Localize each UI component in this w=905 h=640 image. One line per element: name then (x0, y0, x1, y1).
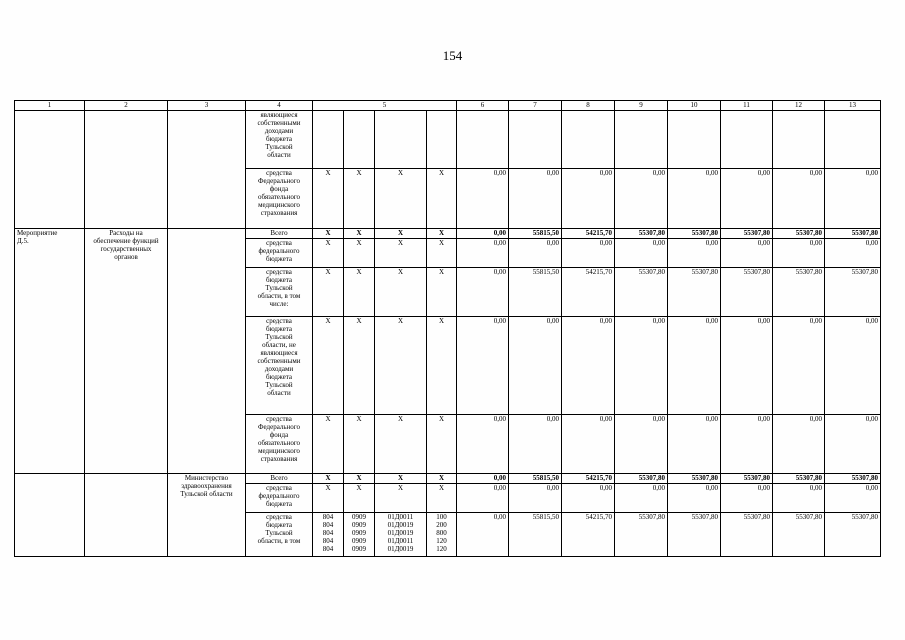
code-cell: 804 804 804 804 804 (313, 513, 344, 557)
funding-source-cell: средства федерального бюджета (246, 239, 313, 268)
header-col-2: 2 (85, 101, 168, 111)
header-col-8: 8 (562, 101, 615, 111)
table-row (15, 474, 881, 484)
code-cell: X (313, 229, 344, 239)
value-cell: 55815,50 (509, 229, 562, 239)
header-col-1: 1 (15, 101, 85, 111)
code-cell: X (375, 229, 427, 239)
value-cell: 55307,80 (668, 268, 721, 317)
executor-cell (168, 229, 246, 474)
value-cell: 54215,70 (562, 229, 615, 239)
code-cell (344, 111, 375, 169)
value-cell: 0,00 (773, 317, 825, 415)
funding-source-cell: средства бюджета Тульской области, в том числе: (246, 268, 313, 317)
code-cell: X (375, 268, 427, 317)
header-col-12: 12 (773, 101, 825, 111)
value-cell: 0,00 (773, 415, 825, 474)
value-cell: 55307,80 (615, 474, 668, 484)
name-cell (85, 474, 168, 557)
funding-source-cell: являющиеся собственными доходами бюджета Тульской области (246, 111, 313, 169)
code-cell: X (427, 474, 457, 484)
funding-source-cell: средства бюджета Тульской области, в том (246, 513, 313, 557)
value-cell: 55815,50 (509, 474, 562, 484)
value-cell: 0,00 (509, 317, 562, 415)
value-cell: 54215,70 (562, 268, 615, 317)
header-col-7: 7 (509, 101, 562, 111)
value-cell: 0,00 (562, 484, 615, 513)
table-body (15, 111, 881, 557)
value-cell: 0,00 (457, 239, 509, 268)
funding-source-cell: средства федерального бюджета (246, 484, 313, 513)
code-cell: X (313, 415, 344, 474)
code-cell: X (313, 239, 344, 268)
code-cell: X (375, 474, 427, 484)
funding-source-cell: средства Федерального фонда обязательного медицинского страхования (246, 415, 313, 474)
value-cell: 0,00 (509, 484, 562, 513)
value-cell: 55307,80 (615, 513, 668, 557)
value-cell (825, 111, 881, 169)
header-col-4: 4 (246, 101, 313, 111)
value-cell: 55815,50 (509, 268, 562, 317)
code-cell: X (375, 415, 427, 474)
code-cell: X (344, 474, 375, 484)
header-col-10: 10 (668, 101, 721, 111)
code-cell (375, 111, 427, 169)
value-cell: 0,00 (509, 169, 562, 229)
value-cell: 0,00 (668, 169, 721, 229)
code-cell: X (427, 268, 457, 317)
header-col-13: 13 (825, 101, 881, 111)
budget-table (14, 100, 881, 557)
value-cell: 0,00 (615, 239, 668, 268)
code-cell: X (344, 268, 375, 317)
code-cell: X (375, 484, 427, 513)
header-col-11: 11 (721, 101, 773, 111)
code-cell: X (313, 484, 344, 513)
executor-cell (168, 111, 246, 229)
value-cell: 0,00 (825, 317, 881, 415)
funding-source-cell: Всего (246, 474, 313, 484)
value-cell: 0,00 (562, 415, 615, 474)
value-cell: 0,00 (825, 239, 881, 268)
value-cell: 0,00 (457, 484, 509, 513)
code-cell: X (375, 239, 427, 268)
code-cell: X (427, 239, 457, 268)
value-cell: 55307,80 (615, 229, 668, 239)
code-cell (313, 111, 344, 169)
value-cell (773, 111, 825, 169)
value-cell: 0,00 (773, 169, 825, 229)
value-cell: 55307,80 (773, 229, 825, 239)
code-cell: X (344, 229, 375, 239)
value-cell: 0,00 (509, 239, 562, 268)
value-cell: 0,00 (615, 317, 668, 415)
value-cell: 0,00 (457, 229, 509, 239)
funding-source-cell: средства Федерального фонда обязательного медицинского страхования (246, 169, 313, 229)
code-cell: X (427, 484, 457, 513)
value-cell: 55307,80 (825, 513, 881, 557)
value-cell: 0,00 (457, 474, 509, 484)
value-cell: 0,00 (668, 239, 721, 268)
header-col-3: 3 (168, 101, 246, 111)
code-cell: X (313, 317, 344, 415)
value-cell: 0,00 (457, 317, 509, 415)
code-cell: X (375, 317, 427, 415)
value-cell: 55307,80 (825, 268, 881, 317)
code-cell: X (427, 317, 457, 415)
value-cell: 0,00 (773, 484, 825, 513)
name-cell (85, 111, 168, 229)
code-cell: X (344, 317, 375, 415)
code-cell: X (427, 229, 457, 239)
table-row (15, 229, 881, 239)
funding-source-cell: Всего (246, 229, 313, 239)
value-cell: 0,00 (615, 415, 668, 474)
code-cell (427, 111, 457, 169)
value-cell: 55307,80 (721, 229, 773, 239)
table-row (15, 111, 881, 169)
value-cell: 55307,80 (668, 229, 721, 239)
value-cell: 0,00 (825, 484, 881, 513)
value-cell: 0,00 (562, 317, 615, 415)
code-cell: X (344, 484, 375, 513)
value-cell: 54215,70 (562, 474, 615, 484)
value-cell: 0,00 (668, 317, 721, 415)
value-cell: 0,00 (457, 415, 509, 474)
code-cell: X (313, 169, 344, 229)
value-cell: 54215,70 (562, 513, 615, 557)
value-cell: 55307,80 (773, 513, 825, 557)
value-cell: 0,00 (615, 169, 668, 229)
code-cell: X (427, 415, 457, 474)
value-cell: 0,00 (457, 513, 509, 557)
value-cell (668, 111, 721, 169)
code-cell: X (427, 169, 457, 229)
value-cell: 0,00 (825, 169, 881, 229)
event-cell (15, 111, 85, 229)
funding-source-cell: средства бюджета Тульской области, не являющиеся собственными доходами бюджета Тульской области (246, 317, 313, 415)
code-cell: X (344, 239, 375, 268)
event-cell (15, 474, 85, 557)
value-cell: 0,00 (721, 415, 773, 474)
code-cell: X (344, 415, 375, 474)
value-cell: 55815,50 (509, 513, 562, 557)
value-cell: 0,00 (615, 484, 668, 513)
value-cell: 55307,80 (721, 513, 773, 557)
value-cell: 0,00 (562, 169, 615, 229)
code-cell: X (313, 268, 344, 317)
code-cell: 0909 0909 0909 0909 0909 (344, 513, 375, 557)
value-cell: 0,00 (721, 169, 773, 229)
value-cell: 0,00 (825, 415, 881, 474)
header-col-6: 6 (457, 101, 509, 111)
value-cell (615, 111, 668, 169)
value-cell: 0,00 (457, 169, 509, 229)
code-cell: X (344, 169, 375, 229)
value-cell (509, 111, 562, 169)
value-cell: 0,00 (721, 239, 773, 268)
value-cell: 55307,80 (773, 474, 825, 484)
value-cell: 55307,80 (721, 474, 773, 484)
value-cell: 0,00 (562, 239, 615, 268)
code-cell: X (375, 169, 427, 229)
value-cell: 55307,80 (825, 474, 881, 484)
page-number: 154 (442, 48, 463, 63)
value-cell: 55307,80 (615, 268, 668, 317)
value-cell: 0,00 (721, 317, 773, 415)
value-cell: 55307,80 (668, 513, 721, 557)
value-cell: 0,00 (668, 484, 721, 513)
value-cell: 55307,80 (721, 268, 773, 317)
header-row (15, 101, 881, 111)
value-cell: 0,00 (668, 415, 721, 474)
event-cell: Мероприятие Д.5. (15, 229, 85, 474)
value-cell: 55307,80 (825, 229, 881, 239)
header-col-5: 5 (313, 101, 457, 111)
value-cell: 55307,80 (773, 268, 825, 317)
value-cell: 0,00 (773, 239, 825, 268)
executor-cell: Министерство здравоохранения Тульской области (168, 474, 246, 557)
code-cell: 100 200 800 120 120 (427, 513, 457, 557)
code-cell: 01Д0011 01Д0019 01Д0019 01Д0011 01Д0019 (375, 513, 427, 557)
value-cell: 0,00 (509, 415, 562, 474)
value-cell (721, 111, 773, 169)
value-cell (457, 111, 509, 169)
value-cell: 0,00 (721, 484, 773, 513)
value-cell (562, 111, 615, 169)
value-cell: 55307,80 (668, 474, 721, 484)
code-cell: X (313, 474, 344, 484)
header-col-9: 9 (615, 101, 668, 111)
value-cell: 0,00 (457, 268, 509, 317)
name-cell: Расходы на обеспечение функций государственных органов (85, 229, 168, 474)
